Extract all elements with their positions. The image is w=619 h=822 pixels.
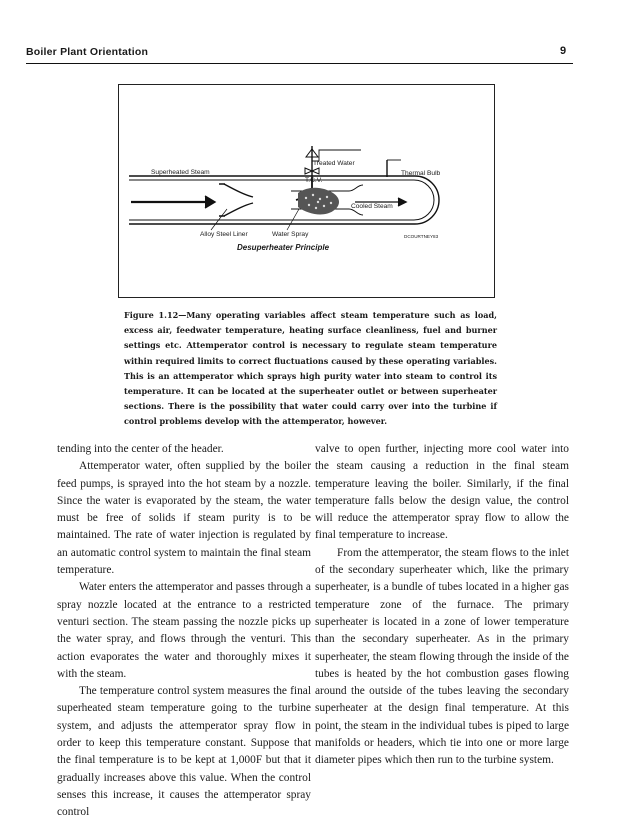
body-column-left xyxy=(57,441,311,822)
paragraph: Water enters the attemperator and passes through a spray nozzle located at the entrance to a restricted venturi section. The steam passing the nozzle picks up the water spray, and flows through the venturi. This action evaporates the water and thoroughly mixes it with the steam. xyxy=(57,581,311,680)
paragraph: Attemperator water, often supplied by the boiler feed pumps, is sprayed into the hot steam by a nozzle. Since the water is evaporated by the steam, the water must be free of solids if steam purity is to be maintained. The rate of water injection is regulated by an automatic control system to maintain the final steam temperature. xyxy=(57,460,311,577)
paragraph: From the attemperator, the steam flows to the inlet of the secondary superheater which, like the primary superheater, is a bundle of tubes located in a higher gas temperature zone of the furnace. The primary superheater is located in a zone of lower temperature than the secondary superheater. As in the primary superheater, the steam flowing through the inside of the tubes is heated by the hot combustion gases flowing around the outside of the tubes leaving the secondary superheater at the design final temperature. At this point, the steam in the individual tubes is piped to large manifolds or headers, which tie into one or more large diameter pipes which then run to the turbine system. xyxy=(315,546,569,767)
body-column-right xyxy=(315,441,569,770)
alloy-steel-liner-label: Alloy Steel Liner xyxy=(200,231,248,238)
paragraph: The temperature control system measures the final superheated steam temperature going to the turbine system, and adjusts the attemperator spray flow in order to keep this temperature constant. Suppose that the final temperature is to be kept at 1,000F but that it gradually increases above this value. When the control senses this increase, it causes the attemperator spray control xyxy=(57,685,311,819)
paragraph: tending into the center of the header. xyxy=(57,443,224,455)
desuperheater-diagram xyxy=(119,85,496,299)
diagram-code-label: DCOURTNEY83 xyxy=(404,234,439,239)
figure-frame xyxy=(118,84,495,298)
running-header-title: Boiler Plant Orientation xyxy=(26,46,149,58)
cooled-steam-label: Cooled Steam xyxy=(351,203,393,210)
superheated-steam-label: Superheated Steam xyxy=(151,169,210,176)
header-rule xyxy=(26,63,573,64)
page-number: 9 xyxy=(560,45,567,57)
tcv-label: T.C.V. xyxy=(305,177,323,184)
water-spray-label: Water Spray xyxy=(272,231,309,238)
diagram-title: Desuperheater Principle xyxy=(237,243,330,252)
treated-water-label: Treated Water xyxy=(313,160,355,167)
paragraph: valve to open further, injecting more cool water into the steam causing a reduction in the final steam temperature leaving the boiler. Similarly, if the final temperature falls below the design value, the control will reduce the attemperator spray flow to allow the final temperature to increase. xyxy=(315,443,569,542)
thermal-bulb-label: Thermal Bulb xyxy=(401,170,441,177)
figure-caption: Figure 1.12—Many operating variables affect steam temperature such as load, excess air, feedwater temperature, heating surface cleanliness, fuel and burner settings etc. Attemperator control is necessary to regulate steam temperature within required limits to correct fluctuations caused by these operating variables. This is an attemperator which sprays high purity water into steam to control its temperature. It can be located at the superheater outlet or between superheater sections. There is the possibility that water could carry over into the turbine if control problems develop with the attemperator, however. xyxy=(124,310,497,427)
